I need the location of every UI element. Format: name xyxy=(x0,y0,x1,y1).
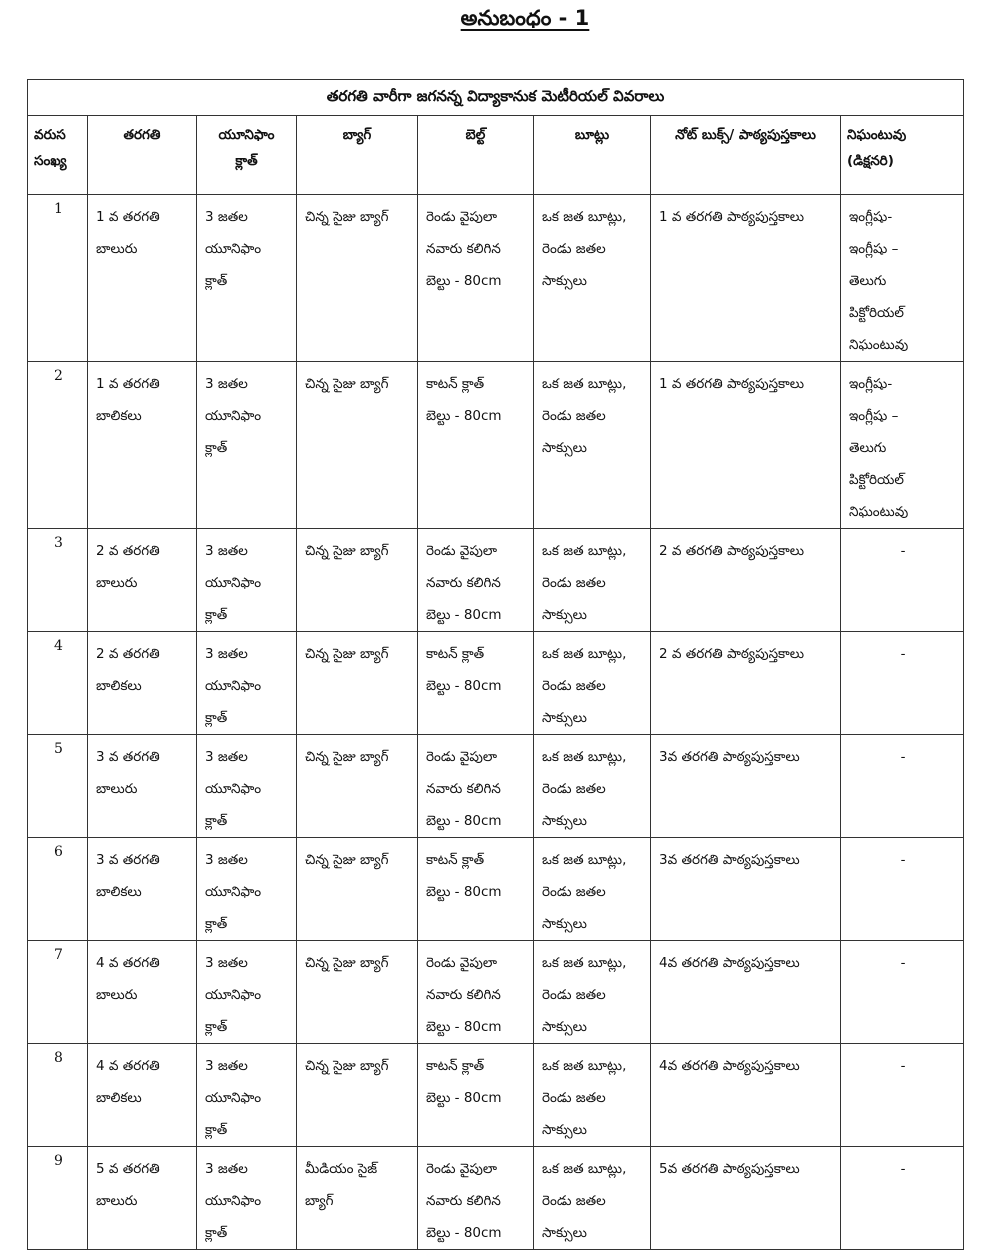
cell-text: నవారు కలిగిన xyxy=(426,781,501,797)
uniform-cell xyxy=(197,941,297,1044)
shoes-cell xyxy=(534,735,651,838)
uniform-cell xyxy=(197,632,297,735)
shoes-cell xyxy=(534,529,651,632)
cell-text: తెలుగు xyxy=(849,440,887,456)
books-cell xyxy=(651,195,841,362)
belt-cell xyxy=(418,529,534,632)
cell-text: 2 వ తరగతి xyxy=(96,543,160,559)
header-text: యూనిఫాం xyxy=(218,127,275,143)
cell-text: యూనిఫాం xyxy=(205,1193,262,1209)
cell-text: 3 జతల xyxy=(205,749,248,765)
cell-text: సాక్సులు xyxy=(542,273,587,289)
cell-text: 3 జతల xyxy=(205,852,248,868)
cell-text: - xyxy=(900,1161,906,1177)
cell-text: నవారు కలిగిన xyxy=(426,241,501,257)
header-text: సంఖ్య xyxy=(34,153,67,169)
bag-cell xyxy=(297,1147,418,1250)
cell-text: - xyxy=(900,852,906,868)
uniform-cell xyxy=(197,1044,297,1147)
cell-text: బెల్టు - 80cm xyxy=(426,813,502,829)
class-cell xyxy=(88,195,197,362)
serial-number-cell: 5 xyxy=(28,735,88,838)
dictionary-cell xyxy=(841,735,964,838)
cell-text: ఇంగ్లీషు- xyxy=(849,209,893,225)
cell-text: - xyxy=(900,1058,906,1074)
cell-text: 1 వ తరగతి పాఠ్యపుస్తకాలు xyxy=(659,376,805,392)
cell-text: బాలికలు xyxy=(96,678,142,694)
cell-text: బెల్టు - 80cm xyxy=(426,273,502,289)
cell-text: క్లాత్ xyxy=(205,1019,228,1035)
cell-text: రెండు వైపులా xyxy=(426,209,498,225)
cell-text: చిన్న సైజు బ్యాగ్ xyxy=(305,209,389,225)
cell-text: రెండు జతల xyxy=(542,241,606,257)
table-row xyxy=(28,529,964,632)
dictionary-cell xyxy=(841,941,964,1044)
material-table xyxy=(27,79,964,1250)
table-row xyxy=(28,1147,964,1250)
header-text: నోట్ బుక్స్/ పాఠ్యపుస్తకాలు xyxy=(675,127,816,143)
cell-text: ఒక జత బూట్లు, xyxy=(542,1058,627,1074)
page-title: అనుబంధం - 1 xyxy=(460,6,590,30)
bag-cell xyxy=(297,195,418,362)
header-books xyxy=(651,116,841,195)
cell-text: క్లాత్ xyxy=(205,916,228,932)
cell-text: 3 జతల xyxy=(205,209,248,225)
dictionary-cell xyxy=(841,1044,964,1147)
cell-text: సాక్సులు xyxy=(542,813,587,829)
cell-text: చిన్న సైజు బ్యాగ్ xyxy=(305,646,389,662)
bag-cell xyxy=(297,632,418,735)
cell-text: బాలురు xyxy=(96,575,138,591)
cell-text: పిక్టోరియల్ xyxy=(849,472,904,488)
belt-cell xyxy=(418,195,534,362)
cell-text: క్లాత్ xyxy=(205,273,228,289)
cell-text: కాటన్ క్లాత్ xyxy=(426,1058,485,1074)
header-text: బ్యాగ్ xyxy=(342,127,372,143)
header-text: (డిక్షనరి) xyxy=(847,153,894,169)
cell-text: 4వ తరగతి పాఠ్యపుస్తకాలు xyxy=(659,955,800,971)
class-cell xyxy=(88,362,197,529)
cell-text: 3 జతల xyxy=(205,1161,248,1177)
cell-text: ఇంగ్లీషు – xyxy=(849,241,899,257)
shoes-cell xyxy=(534,1044,651,1147)
cell-text: యూనిఫాం xyxy=(205,781,262,797)
cell-text: క్లాత్ xyxy=(205,813,228,829)
cell-text: యూనిఫాం xyxy=(205,408,262,424)
cell-text: నవారు కలిగిన xyxy=(426,1193,501,1209)
cell-text: చిన్న సైజు బ్యాగ్ xyxy=(305,852,389,868)
cell-text: క్లాత్ xyxy=(205,1225,228,1241)
cell-text: క్లాత్ xyxy=(205,440,228,456)
header-serial xyxy=(28,116,88,195)
cell-text: ఒక జత బూట్లు, xyxy=(542,749,627,765)
caption-row xyxy=(28,80,964,116)
dictionary-cell xyxy=(841,1147,964,1250)
cell-text: కాటన్ క్లాత్ xyxy=(426,852,485,868)
shoes-cell xyxy=(534,195,651,362)
cell-text: నవారు కలిగిన xyxy=(426,575,501,591)
cell-text: 3వ తరగతి పాఠ్యపుస్తకాలు xyxy=(659,852,800,868)
cell-text: 2 వ తరగతి పాఠ్యపుస్తకాలు xyxy=(659,646,805,662)
header-text: తరగతి xyxy=(123,127,161,143)
cell-text: చిన్న సైజు బ్యాగ్ xyxy=(305,1058,389,1074)
cell-text: 1 వ తరగతి పాఠ్యపుస్తకాలు xyxy=(659,209,805,225)
uniform-cell xyxy=(197,529,297,632)
header-text: వరుస xyxy=(34,127,66,143)
cell-text: సాక్సులు xyxy=(542,916,587,932)
cell-text: బాలురు xyxy=(96,987,138,1003)
books-cell xyxy=(651,1147,841,1250)
cell-text: బెల్టు - 80cm xyxy=(426,884,502,900)
cell-text: బాలురు xyxy=(96,241,138,257)
cell-text: బాలురు xyxy=(96,1193,138,1209)
table-row xyxy=(28,632,964,735)
belt-cell xyxy=(418,362,534,529)
cell-text: 3 జతల xyxy=(205,955,248,971)
belt-cell xyxy=(418,941,534,1044)
cell-text: యూనిఫాం xyxy=(205,884,262,900)
books-cell xyxy=(651,838,841,941)
cell-text: బెల్టు - 80cm xyxy=(426,1019,502,1035)
uniform-cell xyxy=(197,1147,297,1250)
uniform-cell xyxy=(197,362,297,529)
cell-text: సాక్సులు xyxy=(542,607,587,623)
table-caption: తరగతి వారీగా జగనన్న విద్యాకానుక మెటీరియల్ వివరాలు xyxy=(28,80,964,116)
cell-text: నిఘంటువు xyxy=(849,504,909,520)
serial-number-cell: 2 xyxy=(28,362,88,529)
header-text: క్లాత్ xyxy=(235,153,258,169)
cell-text: నవారు కలిగిన xyxy=(426,987,501,1003)
table-row xyxy=(28,362,964,529)
cell-text: 3 జతల xyxy=(205,646,248,662)
cell-text: సాక్సులు xyxy=(542,710,587,726)
cell-text: పిక్టోరియల్ xyxy=(849,305,904,321)
cell-text: 3వ తరగతి పాఠ్యపుస్తకాలు xyxy=(659,749,800,765)
cell-text: సాక్సులు xyxy=(542,1019,587,1035)
dictionary-cell xyxy=(841,362,964,529)
cell-text: - xyxy=(900,646,906,662)
cell-text: రెండు జతల xyxy=(542,781,606,797)
bag-cell xyxy=(297,1044,418,1147)
cell-text: చిన్న సైజు బ్యాగ్ xyxy=(305,749,389,765)
cell-text: ఇంగ్లీషు- xyxy=(849,376,893,392)
cell-text: బాలికలు xyxy=(96,408,142,424)
books-cell xyxy=(651,632,841,735)
bag-cell xyxy=(297,941,418,1044)
cell-text: రెండు జతల xyxy=(542,1090,606,1106)
cell-text: 5వ తరగతి పాఠ్యపుస్తకాలు xyxy=(659,1161,800,1177)
serial-number-cell: 8 xyxy=(28,1044,88,1147)
table-row xyxy=(28,195,964,362)
shoes-cell xyxy=(534,362,651,529)
cell-text: ఒక జత బూట్లు, xyxy=(542,646,627,662)
cell-text: బాలికలు xyxy=(96,884,142,900)
cell-text: ఒక జత బూట్లు, xyxy=(542,209,627,225)
cell-text: బెల్టు - 80cm xyxy=(426,1090,502,1106)
header-row xyxy=(28,116,964,195)
cell-text: క్లాత్ xyxy=(205,1122,228,1138)
class-cell xyxy=(88,1147,197,1250)
cell-text: క్లాత్ xyxy=(205,710,228,726)
dictionary-cell xyxy=(841,529,964,632)
cell-text: - xyxy=(900,955,906,971)
shoes-cell xyxy=(534,632,651,735)
cell-text: కాటన్ క్లాత్ xyxy=(426,376,485,392)
cell-text: 5 వ తరగతి xyxy=(96,1161,160,1177)
header-text: బెల్ట్ xyxy=(465,127,486,143)
cell-text: రెండు జతల xyxy=(542,678,606,694)
class-cell xyxy=(88,941,197,1044)
belt-cell xyxy=(418,632,534,735)
serial-number-cell: 1 xyxy=(28,195,88,362)
cell-text: బెల్టు - 80cm xyxy=(426,408,502,424)
dictionary-cell xyxy=(841,632,964,735)
belt-cell xyxy=(418,1044,534,1147)
cell-text: రెండు జతల xyxy=(542,884,606,900)
cell-text: చిన్న సైజు బ్యాగ్ xyxy=(305,376,389,392)
cell-text: బాలురు xyxy=(96,781,138,797)
cell-text: చిన్న సైజు బ్యాగ్ xyxy=(305,955,389,971)
cell-text: యూనిఫాం xyxy=(205,987,262,1003)
header-shoes xyxy=(534,116,651,195)
serial-number-cell: 7 xyxy=(28,941,88,1044)
serial-number-cell: 6 xyxy=(28,838,88,941)
cell-text: యూనిఫాం xyxy=(205,678,262,694)
cell-text: 3 వ తరగతి xyxy=(96,852,160,868)
cell-text: 4 వ తరగతి xyxy=(96,1058,160,1074)
cell-text: 4వ తరగతి పాఠ్యపుస్తకాలు xyxy=(659,1058,800,1074)
cell-text: బెల్టు - 80cm xyxy=(426,678,502,694)
shoes-cell xyxy=(534,941,651,1044)
cell-text: రెండు జతల xyxy=(542,408,606,424)
cell-text: రెండు వైపులా xyxy=(426,1161,498,1177)
class-cell xyxy=(88,632,197,735)
cell-text: రెండు వైపులా xyxy=(426,955,498,971)
class-cell xyxy=(88,838,197,941)
cell-text: 1 వ తరగతి xyxy=(96,376,160,392)
bag-cell xyxy=(297,362,418,529)
serial-number-cell: 9 xyxy=(28,1147,88,1250)
cell-text: 1 వ తరగతి xyxy=(96,209,160,225)
cell-text: 3 జతల xyxy=(205,376,248,392)
class-cell xyxy=(88,735,197,838)
cell-text: రెండు జతల xyxy=(542,575,606,591)
bag-cell xyxy=(297,838,418,941)
cell-text: 3 జతల xyxy=(205,1058,248,1074)
cell-text: రెండు జతల xyxy=(542,987,606,1003)
cell-text: బెల్టు - 80cm xyxy=(426,607,502,623)
cell-text: యూనిఫాం xyxy=(205,575,262,591)
books-cell xyxy=(651,1044,841,1147)
cell-text: రెండు జతల xyxy=(542,1193,606,1209)
cell-text: బ్యాగ్ xyxy=(305,1193,334,1209)
cell-text: బెల్టు - 80cm xyxy=(426,1225,502,1241)
books-cell xyxy=(651,529,841,632)
header-text: బూట్లు xyxy=(574,127,610,143)
cell-text: 2 వ తరగతి పాఠ్యపుస్తకాలు xyxy=(659,543,805,559)
cell-text: యూనిఫాం xyxy=(205,1090,262,1106)
dictionary-cell xyxy=(841,838,964,941)
books-cell xyxy=(651,362,841,529)
table-row xyxy=(28,941,964,1044)
cell-text: ఒక జత బూట్లు, xyxy=(542,1161,627,1177)
cell-text: 2 వ తరగతి xyxy=(96,646,160,662)
cell-text: 3 జతల xyxy=(205,543,248,559)
cell-text: సాక్సులు xyxy=(542,1225,587,1241)
cell-text: సాక్సులు xyxy=(542,1122,587,1138)
cell-text: ఒక జత బూట్లు, xyxy=(542,376,627,392)
cell-text: రెండు వైపులా xyxy=(426,543,498,559)
table-row xyxy=(28,838,964,941)
bag-cell xyxy=(297,529,418,632)
cell-text: 4 వ తరగతి xyxy=(96,955,160,971)
cell-text: మీడియం సైజ్ xyxy=(305,1161,378,1177)
cell-text: ఒక జత బూట్లు, xyxy=(542,543,627,559)
belt-cell xyxy=(418,1147,534,1250)
table-row xyxy=(28,735,964,838)
cell-text: బాలికలు xyxy=(96,1090,142,1106)
cell-text: క్లాత్ xyxy=(205,607,228,623)
cell-text: ఒక జత బూట్లు, xyxy=(542,955,627,971)
books-cell xyxy=(651,735,841,838)
bag-cell xyxy=(297,735,418,838)
cell-text: కాటన్ క్లాత్ xyxy=(426,646,485,662)
uniform-cell xyxy=(197,735,297,838)
cell-text: యూనిఫాం xyxy=(205,241,262,257)
shoes-cell xyxy=(534,838,651,941)
cell-text: ఒక జత బూట్లు, xyxy=(542,852,627,868)
table-row xyxy=(28,1044,964,1147)
dictionary-cell xyxy=(841,195,964,362)
header-text: నిఘంటువు xyxy=(847,127,907,143)
header-uniform xyxy=(197,116,297,195)
cell-text: సాక్సులు xyxy=(542,440,587,456)
cell-text: చిన్న సైజు బ్యాగ్ xyxy=(305,543,389,559)
header-bag xyxy=(297,116,418,195)
cell-text: రెండు వైపులా xyxy=(426,749,498,765)
serial-number-cell: 4 xyxy=(28,632,88,735)
class-cell xyxy=(88,529,197,632)
header-belt xyxy=(418,116,534,195)
uniform-cell xyxy=(197,195,297,362)
header-dictionary xyxy=(841,116,964,195)
cell-text: ఇంగ్లీషు – xyxy=(849,408,899,424)
cell-text: నిఘంటువు xyxy=(849,337,909,353)
belt-cell xyxy=(418,735,534,838)
cell-text: - xyxy=(900,543,906,559)
cell-text: - xyxy=(900,749,906,765)
uniform-cell xyxy=(197,838,297,941)
cell-text: 3 వ తరగతి xyxy=(96,749,160,765)
shoes-cell xyxy=(534,1147,651,1250)
class-cell xyxy=(88,1044,197,1147)
material-table-container xyxy=(27,79,963,1250)
serial-number-cell: 3 xyxy=(28,529,88,632)
header-class xyxy=(88,116,197,195)
belt-cell xyxy=(418,838,534,941)
books-cell xyxy=(651,941,841,1044)
cell-text: తెలుగు xyxy=(849,273,887,289)
